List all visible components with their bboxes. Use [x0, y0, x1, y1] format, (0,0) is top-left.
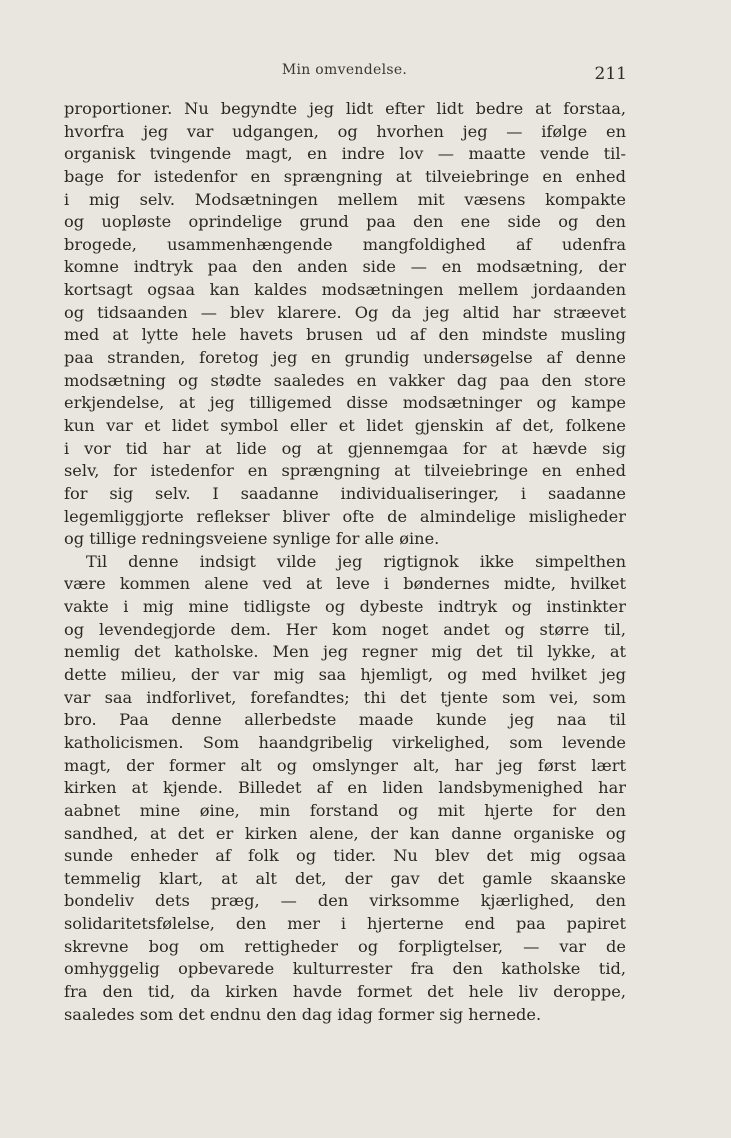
text-line: brogede, usammenhængende mangfoldighed af udenfra: [64, 234, 626, 254]
text-line: solidaritetsfølelse, den mer i hjerterne end paa papiret: [64, 914, 626, 934]
text-line: var saa indforlivet, forefandtes; thi det tjente som vei, som: [64, 687, 626, 707]
text-line: kun var et lidet symbol eller et lidet gjenskin af det, folkene: [64, 415, 626, 435]
text-line: og tillige redningsveiene synlige for alle øine.: [64, 529, 440, 549]
body-text: [64, 98, 626, 1026]
page-number: 211: [594, 64, 627, 84]
text-line: modsætning og stødte saaledes en vakker dag paa den store: [64, 370, 626, 390]
text-line: kirken at kjende. Billedet af en liden landsbymenighed har: [64, 778, 626, 798]
text-line: magt, der former alt og omslynger alt, har jeg først lært: [64, 755, 626, 775]
text-line: og levendegjorde dem. Her kom noget andet og større til,: [64, 619, 626, 639]
text-line: paa stranden, foretog jeg en grundig undersøgelse af denne: [64, 348, 626, 368]
text-line: selv, for istedenfor en sprængning at tilveiebringe en enhed: [64, 461, 626, 481]
text-line: omhyggelig opbevarede kulturrester fra den katholske tid,: [64, 959, 626, 979]
text-line: i vor tid har at lide og at gjennemgaa for at hævde sig: [64, 438, 626, 458]
text-line: med at lytte hele havets brusen ud af den mindste musling: [64, 325, 626, 345]
page-header: [62, 62, 627, 86]
running-head: Min omvendelse.: [281, 62, 408, 78]
text-line: fra den tid, da kirken havde formet det hele liv deroppe,: [64, 981, 626, 1001]
text-line: hvorfra jeg var udgangen, og hvorhen jeg — ifølge en: [64, 121, 626, 141]
text-line: og tidsaanden — blev klarere. Og da jeg altid har stræevet: [64, 302, 626, 322]
text-line: katholicismen. Som haandgribelig virkelighed, som levende: [64, 732, 626, 752]
text-line: og uopløste oprindelige grund paa den ene side og den: [64, 212, 626, 232]
text-line: erkjendelse, at jeg tilligemed disse modsætninger og kampe: [64, 393, 626, 413]
text-line: sandhed, at det er kirken alene, der kan danne organiske og: [64, 823, 626, 843]
text-line: skrevne bog om rettigheder og forpligtelser, — var de: [64, 936, 626, 956]
text-line: nemlig det katholske. Men jeg regner mig det til lykke, at: [64, 642, 626, 662]
text-line: komne indtryk paa den anden side — en modsætning, der: [64, 257, 626, 277]
text-line: være kommen alene ved at leve i bøndernes midte, hvilket: [64, 574, 626, 594]
text-line: Til denne indsigt vilde jeg rigtignok ikke simpelthen: [86, 551, 626, 571]
text-line: aabnet mine øine, min forstand og mit hjerte for den: [64, 800, 626, 820]
text-line: dette milieu, der var mig saa hjemligt, og med hvilket jeg: [64, 665, 626, 685]
text-line: vakte i mig mine tidligste og dybeste indtryk og instinkter: [64, 597, 626, 617]
text-line: bro. Paa denne allerbedste maade kunde jeg naa til: [64, 710, 626, 730]
text-line: legemliggjorte reflekser bliver ofte de almindelige misligheder: [64, 506, 626, 526]
text-line: for sig selv. I saadanne individualiseringer, i saadanne: [64, 483, 626, 503]
text-line: sunde enheder af folk og tider. Nu blev det mig ogsaa: [64, 846, 626, 866]
text-line: bondeliv dets præg, — den virksomme kjærlighed, den: [64, 891, 626, 911]
text-line: i mig selv. Modsætningen mellem mit væsens kompakte: [64, 189, 626, 209]
text-line: kortsagt ogsaa kan kaldes modsætningen mellem jordaanden: [64, 280, 626, 300]
text-line: bage for istedenfor en sprængning at tilveiebringe en enhed: [64, 166, 626, 186]
text-line: saaledes som det endnu den dag idag former sig hernede.: [64, 1004, 542, 1024]
text-line: temmelig klart, at alt det, der gav det gamle skaanske: [64, 868, 626, 888]
text-line: proportioner. Nu begyndte jeg lidt efter lidt bedre at forstaa,: [64, 99, 626, 118]
text-line: organisk tvingende magt, en indre lov — maatte vende til-: [64, 144, 626, 164]
